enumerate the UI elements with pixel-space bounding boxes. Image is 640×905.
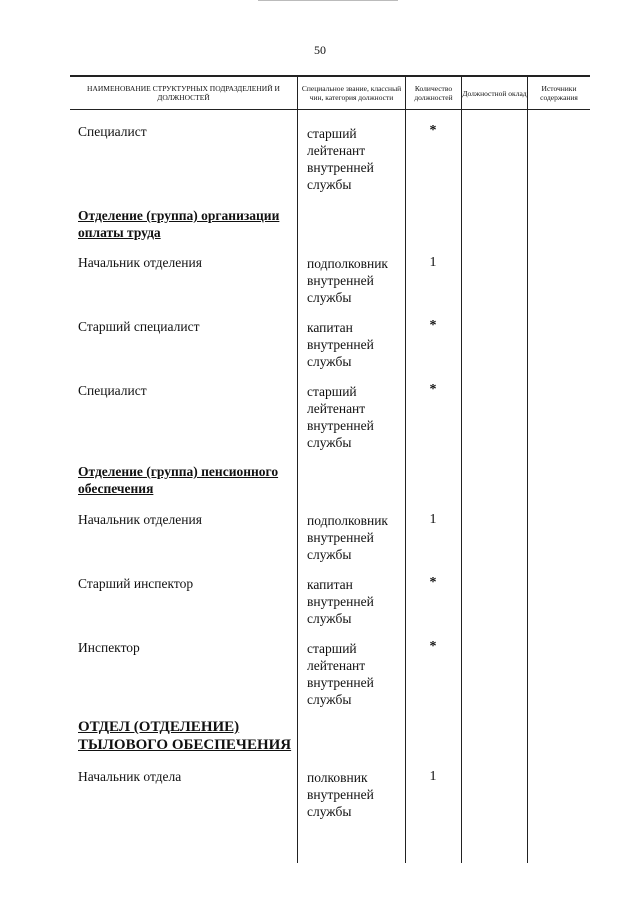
header-quantity: Количество должностей <box>414 84 453 102</box>
position-rank: старший лейтенант внутренней службы <box>307 126 374 192</box>
position-quantity: 1 <box>429 255 437 270</box>
scan-top-mark <box>258 0 398 1</box>
position-quantity: 1 <box>429 512 437 527</box>
column-divider <box>527 76 528 863</box>
column-divider <box>297 76 298 863</box>
position-name: Старший инспектор <box>78 576 194 591</box>
position-quantity: 1 <box>429 769 437 784</box>
position-quantity: * <box>429 575 437 590</box>
position-name: Начальник отдела <box>78 769 182 784</box>
page-number: 50 <box>314 43 326 57</box>
header-funding-sources: Источники содержания <box>540 84 578 102</box>
section-heading: Отделение (группа) организации оплаты труда <box>78 208 280 240</box>
column-divider <box>405 76 406 863</box>
position-name: Специалист <box>78 124 147 139</box>
header-bottom-border <box>70 109 590 110</box>
position-name: Начальник отделения <box>78 255 202 270</box>
position-quantity: * <box>429 382 437 397</box>
position-rank: капитан внутренней службы <box>307 577 374 626</box>
position-quantity: * <box>429 639 437 654</box>
position-name: Старший специалист <box>78 319 200 334</box>
position-name: Специалист <box>78 383 147 398</box>
section-heading: Отделение (группа) пенсионного обеспечения <box>78 464 279 496</box>
position-rank: старший лейтенант внутренней службы <box>307 384 374 450</box>
position-quantity: * <box>429 123 437 138</box>
position-rank: капитан внутренней службы <box>307 320 374 369</box>
position-rank: полковник внутренней службы <box>307 770 374 819</box>
header-structural-units: НАИМЕНОВАНИЕ СТРУКТУРНЫХ ПОДРАЗДЕЛЕНИЙ И ДОЛЖНОСТЕЙ <box>87 84 280 102</box>
position-name: Начальник отделения <box>78 512 202 527</box>
header-salary: Должностной оклад <box>462 88 527 98</box>
position-rank: старший лейтенант внутренней службы <box>307 641 374 707</box>
column-divider <box>461 76 462 863</box>
position-name: Инспектор <box>78 640 140 655</box>
position-rank: подполковник внутренней службы <box>307 256 388 305</box>
section-heading: ОТДЕЛ (ОТДЕЛЕНИЕ) ТЫЛОВОГО ОБЕСПЕЧЕНИЯ <box>78 719 292 753</box>
header-special-rank: Специальное звание, классный чин, категория должности <box>301 84 402 102</box>
position-rank: подполковник внутренней службы <box>307 513 388 562</box>
position-quantity: * <box>429 318 437 333</box>
